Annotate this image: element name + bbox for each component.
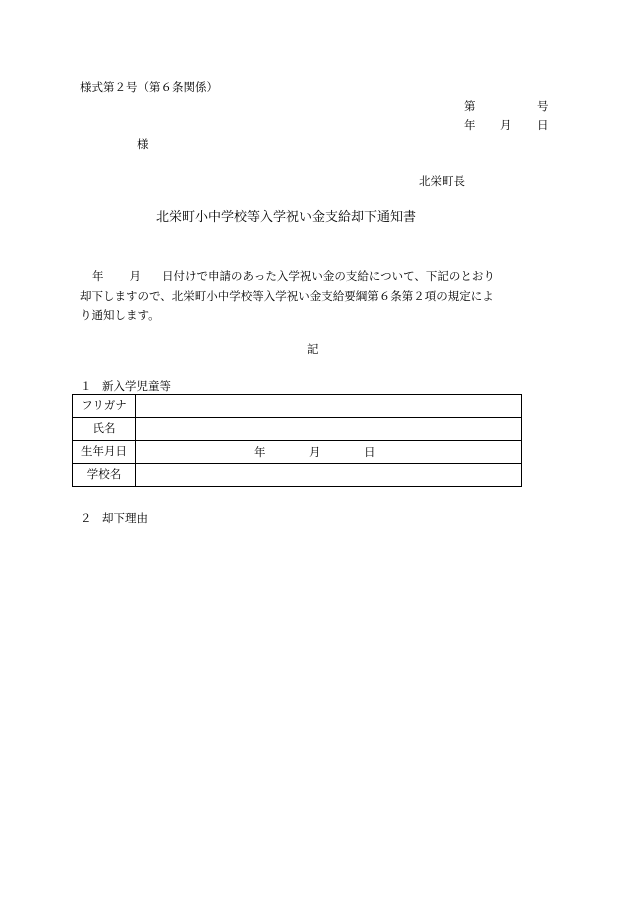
birthdate-label: 生年月日 xyxy=(73,441,136,464)
applicant-table xyxy=(72,394,522,487)
school-name-field[interactable] xyxy=(136,464,522,487)
document-number-label: 第 xyxy=(464,99,476,113)
birthdate-year-unit: 年 xyxy=(254,445,266,459)
ki-heading: 記 xyxy=(307,342,319,356)
issuer-name: 北栄町長 xyxy=(419,174,465,188)
issue-date-day: 日 xyxy=(537,118,549,132)
document-title: 北栄町小中学校等入学祝い金支給却下通知書 xyxy=(156,210,417,225)
application-year-unit: 年 xyxy=(92,269,104,283)
birthdate-field[interactable] xyxy=(136,441,522,464)
section-2-number: ２ xyxy=(80,511,92,525)
table-row xyxy=(73,418,522,441)
birthdate-day-unit: 日 xyxy=(364,445,376,459)
birthdate-month-unit: 月 xyxy=(309,445,321,459)
notice-body-line-1 xyxy=(80,267,505,287)
issue-date-year: 年 xyxy=(464,118,476,132)
section-1-heading xyxy=(80,381,171,393)
form-number: 様式第２号（第６条関係） xyxy=(80,80,218,94)
issue-date-month: 月 xyxy=(500,118,512,132)
name-label: 氏名 xyxy=(73,418,136,441)
table-row xyxy=(73,464,522,487)
table-row xyxy=(73,395,522,418)
application-month-unit: 月 xyxy=(129,269,141,283)
school-name-label: 学校名 xyxy=(73,464,136,487)
addressee-honorific: 様 xyxy=(137,137,149,151)
document-number-suffix: 号 xyxy=(537,99,549,113)
section-1-title: 新入学児童等 xyxy=(102,379,171,393)
section-2-heading xyxy=(80,513,148,525)
name-field[interactable] xyxy=(136,418,522,441)
notice-body xyxy=(80,267,505,326)
notice-body-line-2: 却下しますので、北栄町小中学校等入学祝い金支給要綱第６条第２項の規定によ xyxy=(80,288,494,303)
furigana-field[interactable] xyxy=(136,395,522,418)
notice-body-line-3: り通知します。 xyxy=(80,308,160,322)
notice-body-line-1-text: 日付けで申請のあった入学祝い金の支給について、下記のとおり xyxy=(162,269,495,283)
furigana-label: フリガナ xyxy=(73,395,136,418)
table-row xyxy=(73,441,522,464)
section-1-number: １ xyxy=(80,379,92,393)
section-2-title: 却下理由 xyxy=(102,511,148,525)
